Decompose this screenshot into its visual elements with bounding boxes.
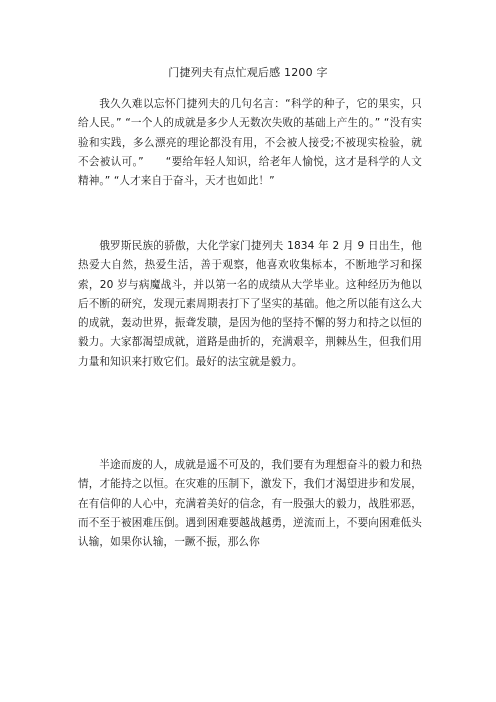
paragraph-3: 半途而废的人，成就是遥不可及的，我们要有为理想奋斗的毅力和热情，才能持之以恒。在灾难的压制下，激发下，我们才渴望进步和发展，在有信仰的人心中，充满着美好的信念，有一股强大的毅力，战胜邪恶，而不至于被困难压倒。遇到困难要越战越勇，逆流而上，不要向困难低头认输，如果你认输，一蹶不振，那么你 — [78, 459, 422, 549]
document-title: 门捷列夫有点忙观后感 1200 字 — [168, 66, 328, 79]
paragraph-1: 我久久难以忘怀门捷列夫的几句名言：“科学的种子，它的果实，只给人民。” “一个人的成就是多少人无数次失败的基础上产生的。” “没有实验和实践，多么漂亮的理论都没有用，不会被人接受;不被现实检验，就不会被认可。” “要给年轻人知识，给老年人愉悦，这才是科学的人文精神。” “人才来自于奋斗，天才也如此！” — [78, 98, 422, 188]
paragraph-2: 俄罗斯民族的骄傲，大化学家门捷列夫 1834 年 2 月 9 日出生，他热爱大自然，热爱生活，善于观察，他喜欢收集标本，不断地学习和探索，20 岁与病魔战斗，并以第一名的成绩从大学毕业。这种经历为他以后不断的研究，发现元素周期表打下了坚实的基础。他之所以能有这么大的成就，轰动世界，振聋发聩，是因为他的坚持不懈的努力和持之以恒的毅力。大家都渴望成就，道路是曲折的，充满艰辛，荆棘丛生，但我们用力量和知识来打败它们。最好的法宝就是毅力。 — [78, 240, 422, 368]
